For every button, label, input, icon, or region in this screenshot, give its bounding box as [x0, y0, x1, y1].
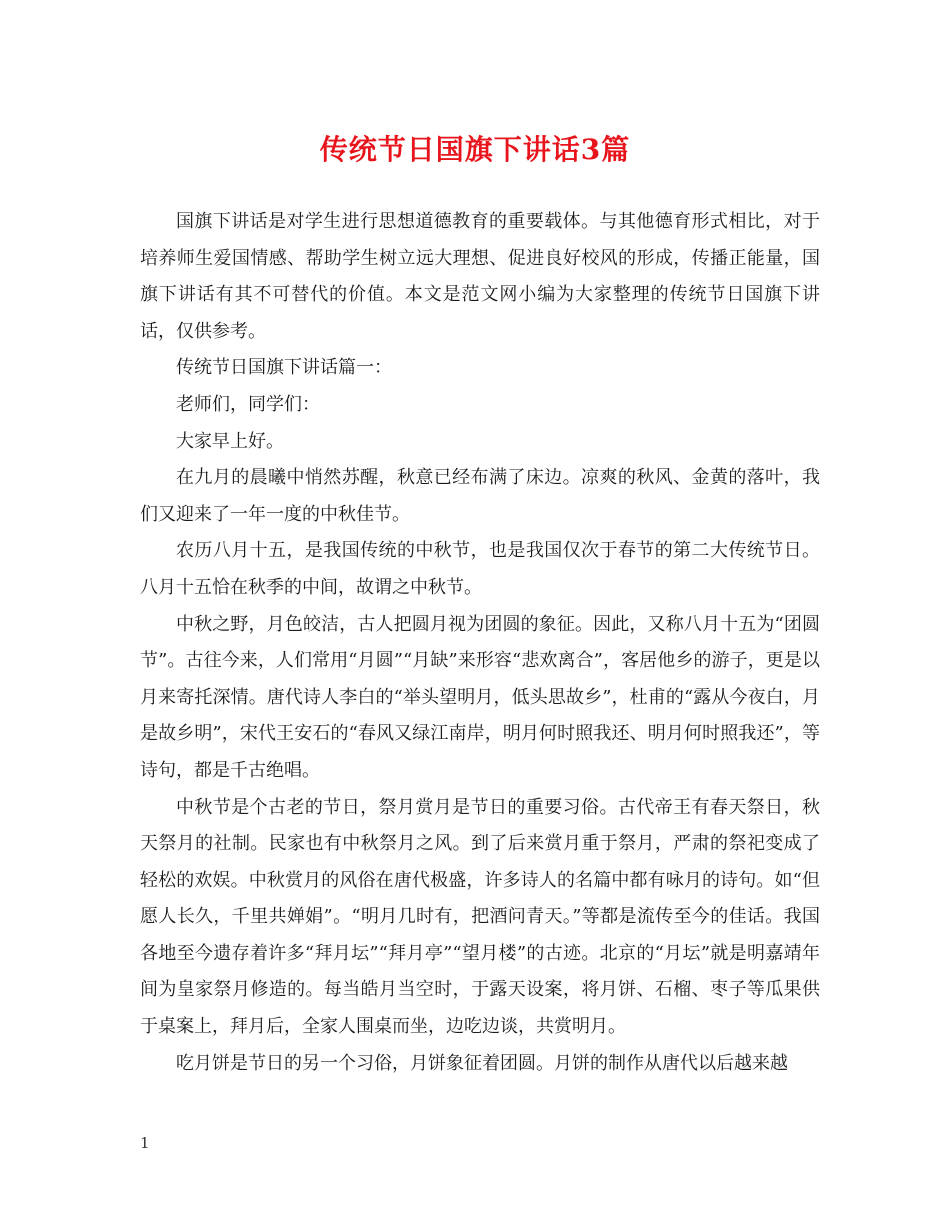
paragraph-section-heading: 传统节日国旗下讲话篇一：: [176, 357, 392, 379]
document-title: 传统节日国旗下讲话3篇: [319, 133, 631, 166]
paragraph-mooncake: 吃月饼是节日的另一个习俗，月饼象征着团圆。月饼的制作从唐代以后越来越: [176, 1052, 788, 1074]
document-body: [140, 204, 820, 1082]
paragraph-moon-reunion: 中秋之野，月色皎洁，古人把圆月视为团圆的象征。因此，又称八月十五为“团圆节”。古往今来，人们常用“月圆”“月缺”来形容“悲欢离合”，客居他乡的游子，更是以月来寄托深情。唐代诗人李白的“举头望明月，低头思故乡”，杜甫的“露从今夜白，月是故乡明”，宋代王安石的“春风又绿江南岸，明月何时照我还、明月何时照我还”，等诗句，都是千古绝唱。: [140, 613, 820, 781]
paragraph-autumn: 在九月的晨曦中悄然苏醒，秋意已经布满了床边。凉爽的秋风、金黄的落叶，我们又迎来了一年一度的中秋佳节。: [140, 467, 820, 525]
paragraph-moon-worship: 中秋节是个古老的节日，祭月赏月是节日的重要习俗。古代帝王有春天祭日，秋天祭月的社制。民家也有中秋祭月之风。到了后来赏月重于祭月，严肃的祭祀变成了轻松的欢娱。中秋赏月的风俗在唐代极盛，许多诗人的名篇中都有咏月的诗句。如“但愿人长久，千里共婵娟”。“明月几时有，把酒问青天。”等都是流传至今的佳话。我国各地至今遗存着许多“拜月坛”“拜月亭”“望月楼”的古迹。北京的“月坛”就是明嘉靖年间为皇家祭月修造的。每当皓月当空时，于露天设案，将月饼、石榴、枣子等瓜果供于桌案上，拜月后，全家人围桌而坐，边吃边谈，共赏明月。: [140, 796, 820, 1038]
paragraph-salutation: 老师们，同学们：: [176, 393, 320, 415]
paragraph-intro: 国旗下讲话是对学生进行思想道德教育的重要载体。与其他德育形式相比，对于培养师生爱国情感、帮助学生树立远大理想、促进良好校风的形成，传播正能量，国旗下讲话有其不可替代的价值。本文是范文网小编为大家整理的传统节日国旗下讲话，仅供参考。: [140, 211, 820, 342]
paragraph-mid-autumn-date: 农历八月十五，是我国传统的中秋节，也是我国仅次于春节的第二大传统节日。八月十五恰在秋季的中间，故谓之中秋节。: [140, 540, 820, 598]
paragraph-greeting: 大家早上好。: [176, 430, 284, 452]
page-number: 1: [140, 1134, 150, 1152]
